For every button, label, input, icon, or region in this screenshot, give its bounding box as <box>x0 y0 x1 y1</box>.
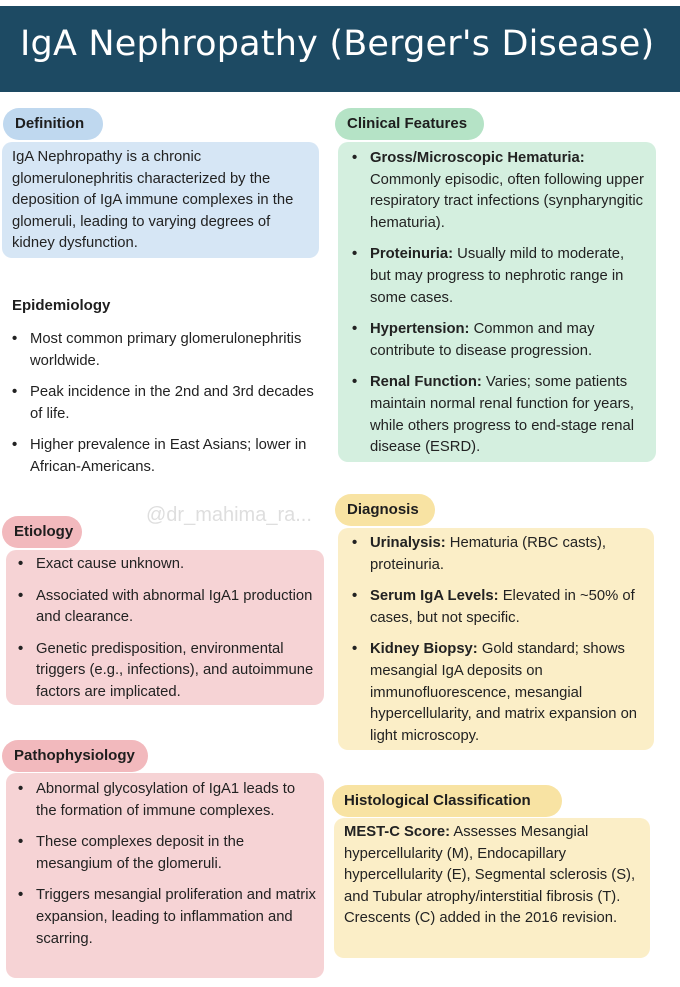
epidemiology-box <box>6 329 316 479</box>
page-title: IgA Nephropathy (Berger's Disease) <box>20 24 655 64</box>
epidemiology-list <box>6 329 316 479</box>
list-item <box>346 533 646 576</box>
epidemiology-heading: Epidemiology <box>12 297 111 314</box>
list-item <box>346 319 648 362</box>
clinical-features-list <box>346 148 648 459</box>
list-item: • Higher prevalence in East Asians; lower in African-Americans. <box>6 435 316 478</box>
list-item: • Peak incidence in the 2nd and 3rd decades of life. <box>6 382 316 425</box>
item-text: Assesses Mesangial hypercellularity (M), Endocapillary hypercellularity (E), Segmental sclerosis (S), and Tubular atrophy/interstitial fibrosis (T). Crescents (C) added in the 2016 revision. <box>344 824 636 927</box>
item-text: Commonly episodic, often following upper respiratory tract infections (synpharyngitic hematuria). <box>370 171 644 231</box>
item-term: Kidney Biopsy: <box>370 641 478 658</box>
list-item <box>346 244 648 309</box>
list-item: • Abnormal glycosylation of IgA1 leads to the formation of immune complexes. <box>12 779 318 822</box>
pathophysiology-heading: Pathophysiology <box>2 740 148 772</box>
item-term: Urinalysis: <box>370 535 446 551</box>
diagnosis-heading: Diagnosis <box>335 494 435 526</box>
item-term: Hypertension: <box>370 321 470 338</box>
etiology-heading: Etiology <box>2 516 82 548</box>
list-item: • Genetic predisposition, environmental triggers (e.g., infections), and autoimmune factors are implicated. <box>12 639 318 704</box>
list-item <box>346 639 646 747</box>
histological-classification-box <box>334 818 650 958</box>
definition-text: IgA Nephropathy is a chronic glomerulonephritis characterized by the deposition of IgA immune complexes in the glomeruli, leading to varying degrees of kidney dysfunction. <box>12 149 294 252</box>
list-item: • Most common primary glomerulonephritis worldwide. <box>6 329 316 372</box>
item-term: MEST-C Score: <box>344 824 451 840</box>
definition-heading: Definition <box>3 108 103 140</box>
list-item: • Associated with abnormal IgA1 production and clearance. <box>12 586 318 629</box>
etiology-list <box>12 554 318 704</box>
item-text: Elevated in ~50% of cases, but not specific. <box>370 588 635 626</box>
item-term: Gross/Microscopic Hematuria: <box>370 150 585 166</box>
histological-classification-heading: Histological Classification <box>332 785 562 817</box>
diagnosis-box <box>338 528 654 750</box>
clinical-features-box <box>338 142 656 462</box>
pathophysiology-box <box>6 773 324 978</box>
histology-text <box>344 822 642 930</box>
pathophysiology-list <box>12 779 318 950</box>
definition-box <box>2 142 319 258</box>
list-item <box>346 148 648 234</box>
item-term: Serum IgA Levels: <box>370 588 499 605</box>
list-item: • Triggers mesangial proliferation and matrix expansion, leading to inflammation and scarring. <box>12 885 318 950</box>
item-text: Gold standard; shows mesangial IgA deposits on immunofluorescence, mesangial hypercellularity, and matrix expansion on light microscopy. <box>370 641 638 744</box>
list-item: • Exact cause unknown. <box>12 554 318 576</box>
item-term: Renal Function: <box>370 374 482 391</box>
list-item <box>346 372 648 458</box>
item-text: Usually mild to moderate, but may progress to nephrotic range in some cases. <box>370 246 625 306</box>
list-item: • These complexes deposit in the mesangium of the glomeruli. <box>12 832 318 875</box>
item-term: Proteinuria: <box>370 246 454 263</box>
clinical-features-heading: Clinical Features <box>335 108 484 140</box>
etiology-box <box>6 550 324 705</box>
diagnosis-list <box>346 533 646 747</box>
item-text: Common and may contribute to disease progression. <box>370 321 595 359</box>
title-banner <box>0 6 680 92</box>
item-text: Hematuria (RBC casts), proteinuria. <box>370 535 607 573</box>
watermark: @dr_mahima_ra... <box>146 504 312 526</box>
list-item <box>346 586 646 629</box>
item-text: Varies; some patients maintain normal renal function for years, while others progress to end-stage renal disease (ESRD). <box>370 374 635 456</box>
